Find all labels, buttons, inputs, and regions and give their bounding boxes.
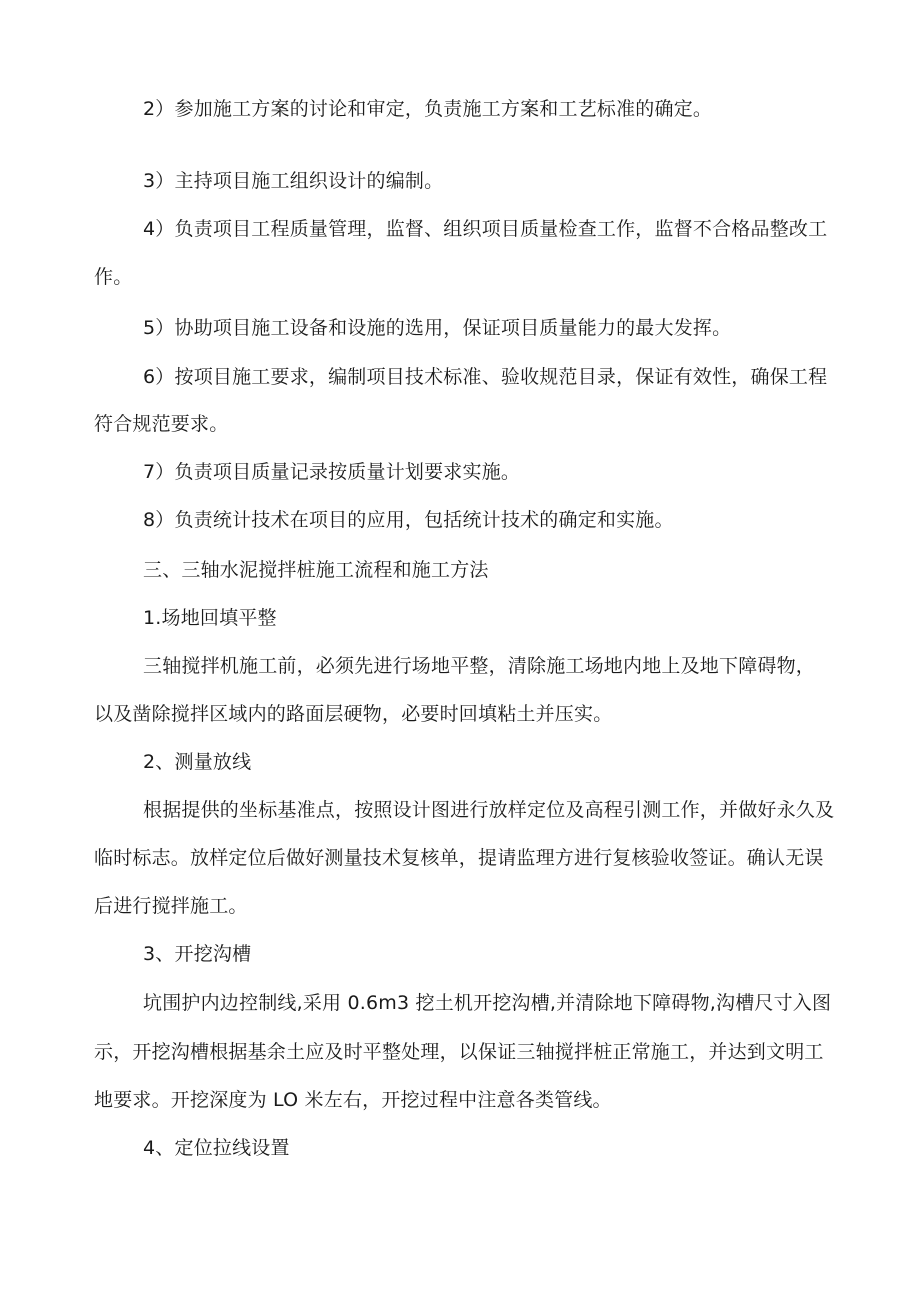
- paragraph-line: 临时标志。放样定位后做好测量技术复核单，提请监理方进行复核验收签证。确认无误: [94, 847, 824, 869]
- paragraph-line: 根据提供的坐标基准点，按照设计图进行放样定位及高程引测工作，并做好永久及: [143, 799, 835, 821]
- paragraph-line: 5）协助项目施工设备和设施的选用，保证项目质量能力的最大发挥。: [143, 317, 732, 339]
- paragraph-line: 符合规范要求。: [94, 413, 229, 435]
- paragraph-line: 6）按项目施工要求，编制项目技术标准、验收规范目录，保证有效性，确保工程: [143, 366, 828, 388]
- subsection-heading: 4、定位拉线设置: [143, 1137, 290, 1159]
- paragraph-line: 以及凿除搅拌区域内的路面层硬物，必要时回填粘土并压实。: [94, 703, 613, 725]
- paragraph-line: 地要求。开挖深度为 LO 米左右，开挖过程中注意各类管线。: [94, 1089, 612, 1111]
- paragraph-line: 4）负责项目工程质量管理，监督、组织项目质量检查工作，监督不合格品整改工: [143, 218, 828, 240]
- paragraph-line: 坑围护内边控制线,采用 0.6m3 挖土机开挖沟槽,并清除地下障碍物,沟槽尺寸入图: [143, 992, 832, 1014]
- paragraph-line: 示，开挖沟槽根据基余土应及时平整处理，以保证三轴搅拌桩正常施工，并达到文明工: [94, 1041, 824, 1063]
- paragraph-line: 8）负责统计技术在项目的应用，包括统计技术的确定和实施。: [143, 509, 674, 531]
- paragraph-line: 3）主持项目施工组织设计的编制。: [143, 170, 444, 192]
- paragraph-line: 7）负责项目质量记录按质量计划要求实施。: [143, 461, 521, 483]
- subsection-heading: 1.场地回填平整: [143, 607, 277, 629]
- paragraph-line: 三轴搅拌机施工前，必须先进行场地平整，清除施工场地内地上及地下障碍物，: [143, 655, 816, 677]
- subsection-heading: 3、开挖沟槽: [143, 943, 252, 965]
- paragraph-line: 后进行搅拌施工。: [94, 895, 248, 917]
- subsection-heading: 2、测量放线: [143, 751, 252, 773]
- paragraph-line: 2）参加施工方案的讨论和审定，负责施工方案和工艺标准的确定。: [143, 98, 713, 120]
- paragraph-line: 作。: [94, 266, 133, 288]
- section-heading: 三、三轴水泥搅拌桩施工流程和施工方法: [143, 559, 489, 581]
